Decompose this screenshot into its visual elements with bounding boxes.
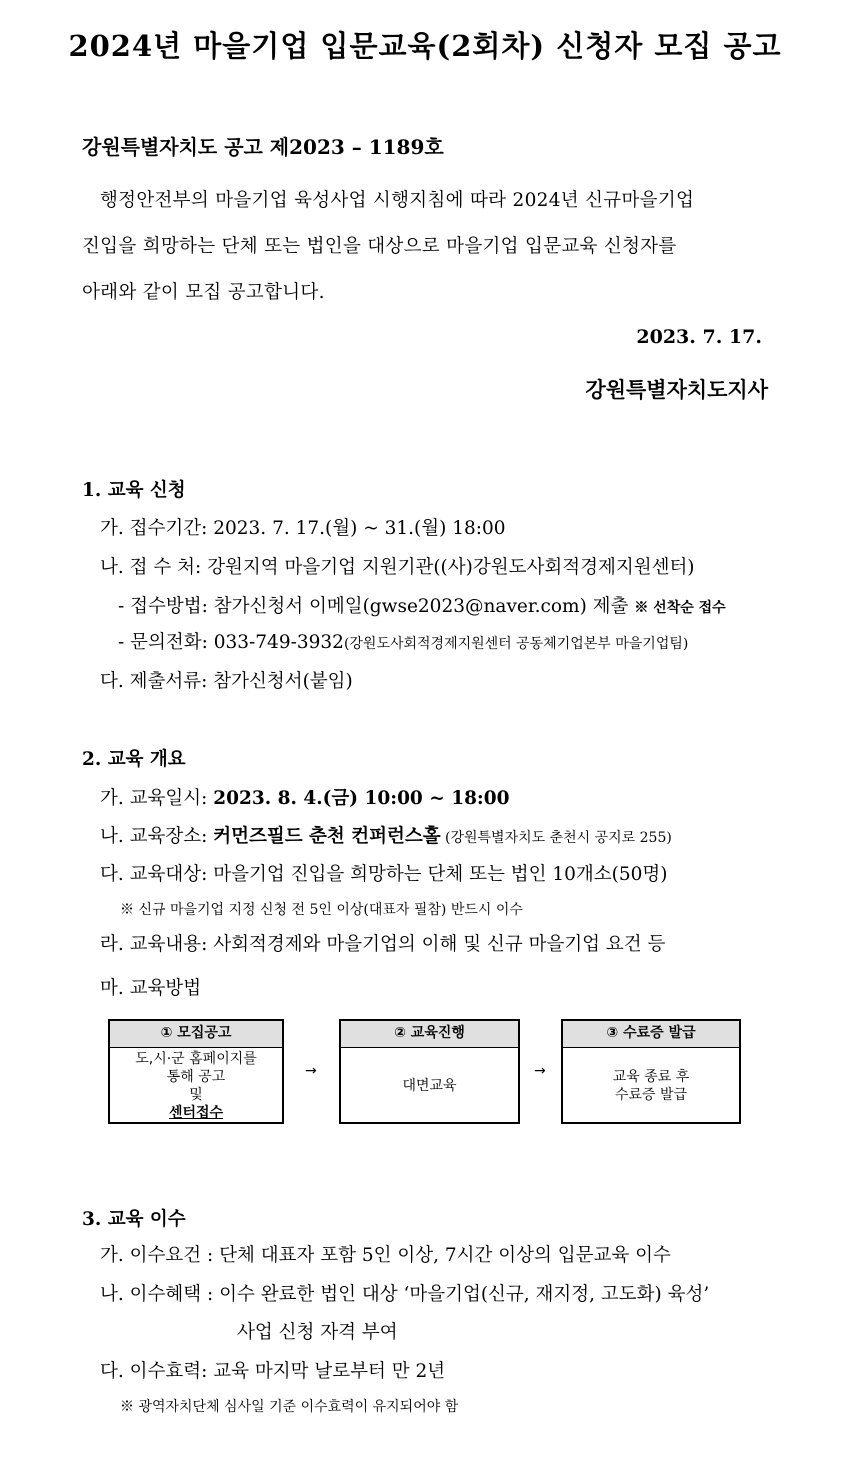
completion-validity: 다. 이수효력: 교육 마지막 날로부터 만 2년: [100, 1361, 446, 1382]
education-target-note: ※ 신규 마을기업 지정 신청 전 5인 이상(대표자 필참) 반드시 이수: [120, 902, 523, 918]
process-step-header: ② 교육진행: [341, 1021, 518, 1048]
completion-benefit-continued: 사업 신청 자격 부여: [237, 1322, 398, 1343]
process-step-body: [110, 1048, 282, 1124]
education-content: 라. 교육내용: 사회적경제와 마을기업의 이해 및 신규 마을기업 요건 등: [100, 934, 666, 955]
issuer: 강원특별자치도지사: [585, 377, 768, 402]
process-step-header: ① 모집공고: [110, 1021, 282, 1048]
process-step-line: 교육 종료 후: [612, 1069, 690, 1085]
process-step-line: 수료증 발급: [614, 1087, 688, 1103]
application-method-note: ※ 선착순 접수: [634, 600, 726, 616]
process-step-line-prefix: 및: [189, 1087, 203, 1103]
application-place: 나. 접 수 처: 강원지역 마을기업 지원기관((사)강원도사회적경제지원센터): [100, 557, 695, 578]
application-period: 가. 접수기간: 2023. 7. 17.(월) ~ 31.(월) 18:00: [100, 518, 506, 539]
completion-requirement: 가. 이수요건 : 단체 대표자 포함 5인 이상, 7시간 이상의 입문교육 이수: [100, 1245, 671, 1266]
process-step-emphasis: 센터접수: [168, 1105, 224, 1121]
page-title: 2024년 마을기업 입문교육(2회차) 신청자 모집 공고: [68, 29, 782, 63]
education-method: 마. 교육방법: [100, 978, 202, 999]
completion-benefit: 나. 이수혜택 : 이수 완료한 법인 대상 ‘마을기업(신규, 재지정, 고도화) 육성’: [100, 1284, 710, 1305]
education-datetime-label: 가. 교육일시:: [100, 788, 214, 809]
section-heading: 3. 교육 이수: [82, 1209, 186, 1230]
contact-phone: [118, 628, 688, 654]
intro-line: 진입을 희망하는 단체 또는 법인을 대상으로 마을기업 입문교육 신청자를: [82, 236, 677, 257]
process-step-line: 대면교육: [402, 1078, 457, 1094]
completion-validity-note: ※ 광역자치단체 심사일 기준 이수효력이 유지되어야 함: [120, 1399, 459, 1415]
education-datetime: [100, 784, 510, 810]
contact-phone-text: - 문의전화: 033-749-3932: [118, 632, 344, 653]
education-venue: [100, 822, 672, 848]
submission-documents: 다. 제출서류: 참가신청서(붙임): [100, 671, 353, 692]
arrow-icon: →: [534, 1063, 546, 1079]
notice-date: 2023. 7. 17.: [636, 326, 762, 348]
process-step-line: 통해 공고: [166, 1069, 226, 1085]
section-heading: 1. 교육 신청: [82, 480, 186, 501]
education-venue-address: (강원특별자치도 춘천시 공지로 255): [440, 830, 672, 846]
process-step-line: [169, 1086, 223, 1122]
process-step-body: [563, 1048, 739, 1124]
intro-line: 행정안전부의 마을기업 육성사업 시행지침에 따라 2024년 신규마을기업: [100, 190, 695, 211]
notice-number: 강원특별자치도 공고 제2023 – 1189호: [82, 135, 444, 159]
education-datetime-value: 2023. 8. 4.(금) 10:00 ~ 18:00: [213, 788, 510, 809]
application-method-text: - 접수방법: 참가신청서 이메일(gwse2023@naver.com) 제출: [118, 596, 629, 617]
process-step-header: ③ 수료증 발급: [563, 1021, 739, 1048]
arrow-icon: →: [305, 1063, 317, 1079]
contact-phone-note: (강원도사회적경제지원센터 공동체기업본부 마을기업팀): [343, 636, 689, 652]
process-step-education: [339, 1019, 520, 1124]
education-target: 다. 교육대상: 마을기업 진입을 희망하는 단체 또는 법인 10개소(50명): [100, 864, 668, 885]
education-venue-label: 나. 교육장소:: [100, 826, 214, 847]
education-venue-value: 커먼즈필드 춘천 컨퍼런스홀: [213, 826, 441, 847]
application-method: [118, 592, 726, 618]
process-step-certificate: [561, 1019, 741, 1124]
process-step-body: [341, 1048, 518, 1124]
process-step-recruit: [108, 1019, 284, 1124]
section-heading: 2. 교육 개요: [82, 749, 186, 770]
intro-line: 아래와 같이 모집 공고합니다.: [82, 282, 325, 303]
intro-paragraph: [82, 178, 772, 316]
process-step-line: 도,시·군 홈페이지를: [135, 1051, 257, 1067]
